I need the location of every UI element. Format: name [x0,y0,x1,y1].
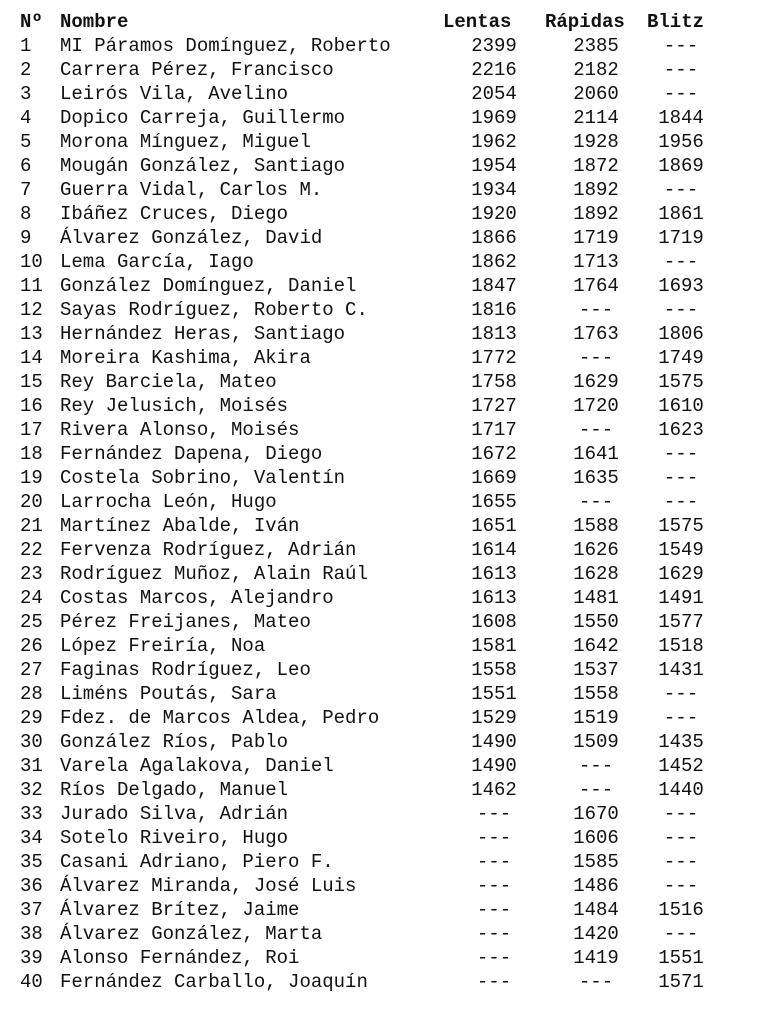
row-number: 26 [20,635,43,657]
player-name: Sotelo Riveiro, Hugo [60,827,289,849]
player-name: Rodríguez Muñoz, Alain Raúl [60,563,368,585]
player-name: Leirós Vila, Avelino [60,83,289,105]
row-number: 11 [20,275,43,297]
rating-lentas: 1613 [471,563,517,585]
rating-blitz: 1435 [658,731,704,753]
rating-rapidas: 1558 [573,683,619,705]
rating-rapidas: 1641 [573,443,619,465]
player-name: Mougán González, Santiago [60,155,346,177]
rating-blitz: --- [663,875,699,897]
rating-rapidas: 1720 [573,395,619,417]
table-row [20,658,715,682]
player-name: Dopico Carreja, Guillermo [60,107,346,129]
rating-lentas: 2054 [471,83,517,105]
rating-lentas: --- [476,947,512,969]
row-number: 20 [20,491,43,513]
rating-rapidas: 1486 [573,875,619,897]
rating-rapidas: 1892 [573,203,619,225]
row-number: 15 [20,371,43,393]
rating-blitz: 1516 [658,899,704,921]
rating-lentas: --- [476,899,512,921]
rating-blitz: 1577 [658,611,704,633]
rating-blitz: --- [663,443,699,465]
rating-rapidas: 1628 [573,563,619,585]
player-name: Carrera Pérez, Francisco [60,59,334,81]
player-name: Larrocha León, Hugo [60,491,277,513]
table-row [20,202,715,226]
player-name: Fernández Dapena, Diego [60,443,323,465]
rating-rapidas: 2114 [573,107,619,129]
rating-rapidas: 1606 [573,827,619,849]
row-number: 1 [20,35,32,57]
rating-rapidas: 1481 [573,587,619,609]
rating-lentas: 1847 [471,275,517,297]
rating-rapidas: --- [578,971,614,993]
row-number: 21 [20,515,43,537]
rating-lentas: --- [476,851,512,873]
rating-lentas: 1655 [471,491,517,513]
row-number: 38 [20,923,43,945]
row-number: 40 [20,971,43,993]
player-name: Sayas Rodríguez, Roberto C. [60,299,368,321]
rating-blitz: 1491 [658,587,704,609]
player-name: Casani Adriano, Piero F. [60,851,334,873]
rating-lentas: 1934 [471,179,517,201]
table-row [20,778,715,802]
row-number: 16 [20,395,43,417]
rating-blitz: 1610 [658,395,704,417]
player-name: Fervenza Rodríguez, Adrián [60,539,357,561]
player-name: Álvarez Brítez, Jaime [60,899,300,921]
rating-blitz: 1452 [658,755,704,777]
rating-rapidas: 2182 [573,59,619,81]
rating-rapidas: 2060 [573,83,619,105]
rating-blitz: 1719 [658,227,704,249]
rating-rapidas: 1509 [573,731,619,753]
rating-rapidas: 1892 [573,179,619,201]
rating-blitz: 1869 [658,155,704,177]
rating-blitz: --- [663,683,699,705]
rating-blitz: --- [663,923,699,945]
rating-lentas: 1558 [471,659,517,681]
rating-lentas: --- [476,971,512,993]
rating-rapidas: 1928 [573,131,619,153]
rating-rapidas: 1642 [573,635,619,657]
player-name: MI Páramos Domínguez, Roberto [60,35,391,57]
row-number: 3 [20,83,32,105]
player-name: Faginas Rodríguez, Leo [60,659,311,681]
rating-lentas: 1462 [471,779,517,801]
table-row [20,754,715,778]
row-number: 18 [20,443,43,465]
row-number: 19 [20,467,43,489]
rating-blitz: --- [663,707,699,729]
table-row [20,970,715,994]
rating-rapidas: 2385 [573,35,619,57]
row-number: 25 [20,611,43,633]
table-row [20,706,715,730]
player-name: Liméns Poutás, Sara [60,683,277,705]
table-row [20,58,715,82]
table-row [20,802,715,826]
rating-blitz: 1440 [658,779,704,801]
player-name: Varela Agalakova, Daniel [60,755,334,777]
player-name: Hernández Heras, Santiago [60,323,346,345]
table-row [20,298,715,322]
row-number: 24 [20,587,43,609]
rating-lentas: 1866 [471,227,517,249]
row-number: 10 [20,251,43,273]
rating-rapidas: --- [578,491,614,513]
rating-lentas: --- [476,827,512,849]
table-row [20,106,715,130]
rating-lentas: 1529 [471,707,517,729]
rating-rapidas: --- [578,419,614,441]
table-row [20,442,715,466]
table-row [20,922,715,946]
rating-lentas: 1614 [471,539,517,561]
rating-lentas: 1758 [471,371,517,393]
row-number: 37 [20,899,43,921]
table-row [20,418,715,442]
table-row [20,394,715,418]
table-row [20,538,715,562]
rating-blitz: 1806 [658,323,704,345]
table-row [20,826,715,850]
rating-rapidas: --- [578,779,614,801]
table-row [20,874,715,898]
table-row [20,274,715,298]
rating-lentas: 1816 [471,299,517,321]
player-name: Lema García, Iago [60,251,254,273]
rating-blitz: --- [663,83,699,105]
row-number: 35 [20,851,43,873]
rating-rapidas: 1420 [573,923,619,945]
table-row [20,898,715,922]
row-number: 31 [20,755,43,777]
header-rapidas: Rápidas [545,11,625,33]
rating-lentas: 1581 [471,635,517,657]
row-number: 32 [20,779,43,801]
rating-blitz: --- [663,491,699,513]
rating-blitz: 1629 [658,563,704,585]
player-name: González Domínguez, Daniel [60,275,357,297]
player-name: Fernández Carballo, Joaquín [60,971,368,993]
table-row [20,730,715,754]
table-row [20,634,715,658]
player-name: Costela Sobrino, Valentín [60,467,346,489]
row-number: 4 [20,107,32,129]
rating-blitz: 1861 [658,203,704,225]
table-row [20,346,715,370]
player-name: López Freiría, Noa [60,635,266,657]
row-number: 23 [20,563,43,585]
player-name: Moreira Kashima, Akira [60,347,311,369]
rating-rapidas: 1629 [573,371,619,393]
table-row [20,466,715,490]
rating-lentas: --- [476,923,512,945]
rating-rapidas: 1585 [573,851,619,873]
player-name: González Ríos, Pablo [60,731,289,753]
row-number: 6 [20,155,32,177]
rating-blitz: 1518 [658,635,704,657]
rating-lentas: --- [476,875,512,897]
rating-blitz: --- [663,59,699,81]
rating-blitz: 1571 [658,971,704,993]
rating-lentas: 1969 [471,107,517,129]
rating-lentas: 1862 [471,251,517,273]
rating-blitz: 1749 [658,347,704,369]
rating-blitz: 1431 [658,659,704,681]
table-row [20,130,715,154]
rating-rapidas: 1763 [573,323,619,345]
rating-blitz: 1575 [658,515,704,537]
rating-blitz: --- [663,251,699,273]
rating-lentas: 1651 [471,515,517,537]
player-name: Rey Jelusich, Moisés [60,395,289,417]
player-name: Rivera Alonso, Moisés [60,419,300,441]
rating-blitz: 1623 [658,419,704,441]
rating-lentas: 1717 [471,419,517,441]
rating-lentas: 1727 [471,395,517,417]
rating-blitz: --- [663,179,699,201]
rating-rapidas: 1872 [573,155,619,177]
row-number: 9 [20,227,32,249]
player-name: Jurado Silva, Adrián [60,803,289,825]
rating-rapidas: --- [578,299,614,321]
rating-rapidas: 1550 [573,611,619,633]
row-number: 5 [20,131,32,153]
header-lentas: Lentas [443,11,512,33]
rating-blitz: 1549 [658,539,704,561]
player-name: Álvarez González, David [60,227,323,249]
row-number: 13 [20,323,43,345]
row-number: 39 [20,947,43,969]
rating-lentas: 1813 [471,323,517,345]
player-name: Morona Mínguez, Miguel [60,131,311,153]
rating-blitz: --- [663,803,699,825]
table-row [20,562,715,586]
rating-blitz: 1844 [658,107,704,129]
table-row [20,610,715,634]
rating-blitz: --- [663,35,699,57]
rating-table-body [20,34,715,994]
rating-table-header [20,10,715,34]
rating-lentas: 1954 [471,155,517,177]
row-number: 2 [20,59,32,81]
player-name: Alonso Fernández, Roi [60,947,300,969]
table-row [20,250,715,274]
table-row [20,514,715,538]
player-name: Álvarez González, Marta [60,923,323,945]
player-name: Pérez Freijanes, Mateo [60,611,311,633]
rating-rapidas: 1519 [573,707,619,729]
header-row [20,10,715,34]
rating-rapidas: 1626 [573,539,619,561]
table-row [20,682,715,706]
rating-lentas: 1672 [471,443,517,465]
row-number: 30 [20,731,43,753]
table-row [20,322,715,346]
rating-lentas: 1551 [471,683,517,705]
row-number: 12 [20,299,43,321]
row-number: 29 [20,707,43,729]
rating-rapidas: --- [578,347,614,369]
row-number: 17 [20,419,43,441]
table-row [20,850,715,874]
player-name: Fdez. de Marcos Aldea, Pedro [60,707,380,729]
row-number: 22 [20,539,43,561]
header-blitz: Blitz [647,11,705,33]
table-row [20,226,715,250]
rating-blitz: 1956 [658,131,704,153]
table-row [20,154,715,178]
rating-blitz: 1575 [658,371,704,393]
table-row [20,946,715,970]
rating-lentas: 1669 [471,467,517,489]
player-name: Álvarez Miranda, José Luis [60,875,357,897]
player-name: Ibáñez Cruces, Diego [60,203,289,225]
row-number: 27 [20,659,43,681]
rating-blitz: --- [663,467,699,489]
row-number: 34 [20,827,43,849]
rating-lentas: --- [476,803,512,825]
header-num: Nº [20,11,43,33]
rating-lentas: 1920 [471,203,517,225]
rating-lentas: 1613 [471,587,517,609]
table-row [20,82,715,106]
rating-rapidas: 1635 [573,467,619,489]
player-name: Ríos Delgado, Manuel [60,779,289,801]
rating-rapidas: --- [578,755,614,777]
row-number: 33 [20,803,43,825]
rating-rapidas: 1670 [573,803,619,825]
rating-blitz: 1693 [658,275,704,297]
rating-rapidas: 1764 [573,275,619,297]
rating-table [20,10,715,994]
row-number: 14 [20,347,43,369]
rating-blitz: --- [663,851,699,873]
rating-lentas: 1962 [471,131,517,153]
rating-lentas: 2216 [471,59,517,81]
row-number: 36 [20,875,43,897]
rating-rapidas: 1588 [573,515,619,537]
rating-rapidas: 1713 [573,251,619,273]
player-name: Costas Marcos, Alejandro [60,587,334,609]
rating-rapidas: 1484 [573,899,619,921]
rating-lentas: 1490 [471,731,517,753]
header-name: Nombre [60,11,129,33]
rating-lentas: 1490 [471,755,517,777]
rating-blitz: --- [663,827,699,849]
player-name: Martínez Abalde, Iván [60,515,300,537]
rating-blitz: 1551 [658,947,704,969]
table-row [20,370,715,394]
rating-lentas: 2399 [471,35,517,57]
row-number: 8 [20,203,32,225]
player-name: Rey Barciela, Mateo [60,371,277,393]
rating-rapidas: 1419 [573,947,619,969]
table-row [20,178,715,202]
table-row [20,34,715,58]
table-row [20,586,715,610]
rating-blitz: --- [663,299,699,321]
player-name: Guerra Vidal, Carlos M. [60,179,323,201]
table-row [20,490,715,514]
row-number: 28 [20,683,43,705]
rating-lentas: 1608 [471,611,517,633]
rating-lentas: 1772 [471,347,517,369]
rating-rapidas: 1537 [573,659,619,681]
rating-rapidas: 1719 [573,227,619,249]
row-number: 7 [20,179,32,201]
